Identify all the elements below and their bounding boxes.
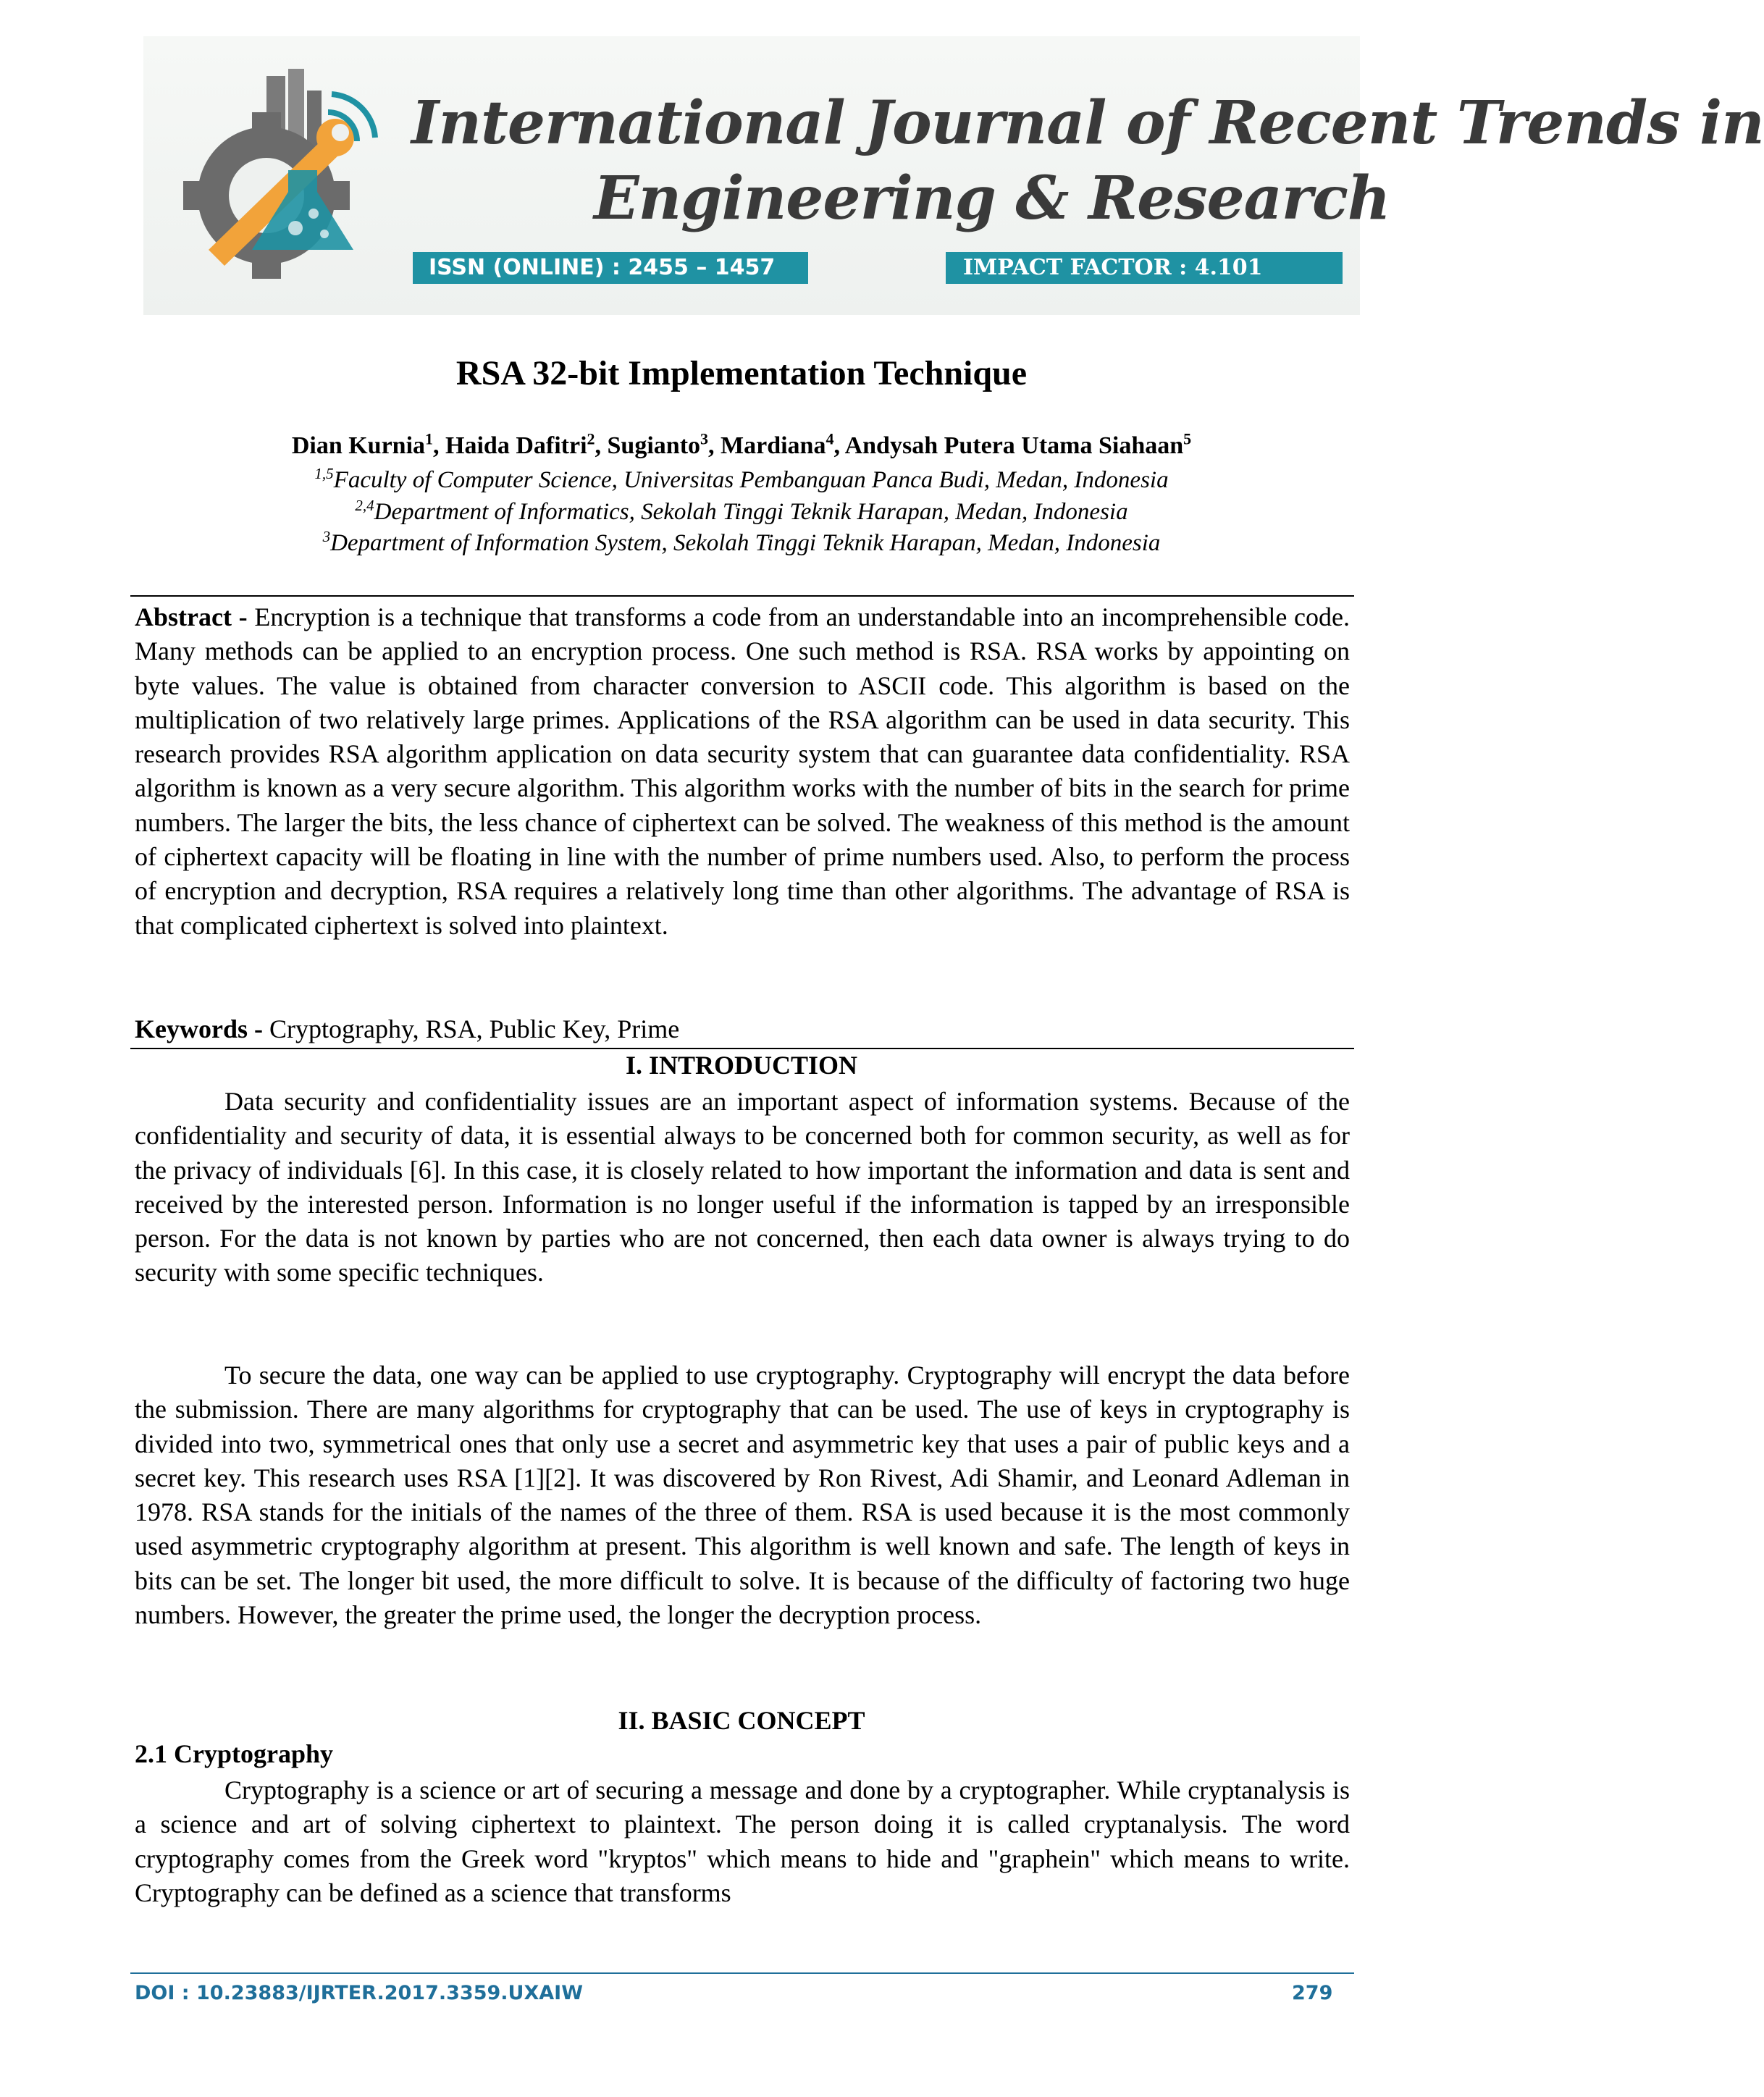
section-heading-introduction: I. INTRODUCTION: [625, 1051, 858, 1080]
affiliation-2: $^{2,4}$Department of Informatics, Sekolah Tinggi Teknik Harapan, Medan, Indonesia: [355, 497, 1128, 525]
divider: [130, 1048, 1354, 1049]
journal-banner: [143, 36, 1764, 315]
section-heading-basic-concept: II. BASIC CONCEPT: [618, 1706, 865, 1735]
affiliation-3: $^3$Department of Information System, Sekolah Tinggi Teknik Harapan, Medan, Indonesia: [322, 528, 1161, 556]
footer-doi: DOI : 10.23883/IJRTER.2017.3359.UXAIW: [135, 1982, 583, 2004]
journal-logo-icon: [180, 69, 397, 286]
journal-name-line2: Engineering & Research: [594, 164, 1390, 233]
abstract-text: Encryption is a technique that transforms a code from an understandable into an incomprehensible code. Many methods can be applied to an encryption process. One such method is RSA. RSA works by appointing on byte values. The value is obtained from character conversion to ASCII code. This algorithm is based on the multiplication of two relatively large primes. Applications of the RSA algorithm can be used in data security. This research provides RSA algorithm application on data security system that can guarantee data confidentiality. RSA algorithm is known as a very secure algorithm. This algorithm works with the number of bits in the search for prime numbers. The larger the bits, the less chance of ciphertext can be solved. The weakness of this method is the amount of ciphertext capacity will be floating in line with the number of prime numbers used. Also, to perform the process of encryption and decryption, RSA requires a relatively long time than other algorithms. The advantage of RSA is that complicated ciphertext is solved into plaintext.: [135, 602, 1350, 940]
abstract-label: Abstract -: [135, 602, 248, 631]
subsection-heading-cryptography: 2.1 Cryptography: [135, 1739, 334, 1768]
impact-factor-label: IMPACT FACTOR : 4.101: [946, 252, 1343, 284]
keywords: [135, 1012, 1350, 1046]
journal-name-line1: International Journal of Recent Trends in: [411, 88, 1764, 158]
footer-divider: [130, 1972, 1354, 1974]
abstract: [135, 600, 1350, 943]
author: Haida Dafitri$^2$,: [445, 430, 608, 460]
author: Sugianto$^3$,: [607, 430, 721, 460]
keywords-label: Keywords -: [135, 1014, 263, 1043]
author: Andysah Putera Utama Siahaan$^5$: [844, 430, 1192, 460]
keywords-text: Cryptography, RSA, Public Key, Prime: [262, 1014, 680, 1043]
intro-paragraph-2: To secure the data, one way can be applied to use cryptography. Cryptography will encrypt the data before the submission. There are many algorithms for cryptography that can be used. The use of keys in cryptography is divided into two, symmetrical ones that only use a secret and asymmetric key that uses a pair of public keys and a secret key. This research uses RSA [1][2]. It was discovered by Ron Rivest, Adi Shamir, and Leonard Adleman in 1978. RSA stands for the initials of the names of the three of them. RSA is used because it is the most commonly used asymmetric cryptography algorithm at present. This algorithm is well known and safe. The length of keys in bits can be set. The longer bit used, the more difficult to solve. It is because of the difficulty of factoring two huge numbers. However, the greater the prime used, the longer the decryption process.: [135, 1361, 1350, 1630]
author-list: [0, 430, 1483, 460]
cryptography-paragraph: Cryptography is a science or art of securing a message and done by a cryptographer. While cryptanalysis is a science and art of solving ciphertext to plaintext. The person doing it is called cryptanalysis. The word cryptography comes from the Greek word "kryptos" which means to hide and "graphein" which means to write. Cryptography can be defined as a science that transforms: [135, 1775, 1350, 1907]
affiliation-1: $^{1,5}$Faculty of Computer Science, Universitas Pembanguan Panca Budi, Medan, Indonesia: [314, 465, 1169, 493]
paper-title: RSA 32-bit Implementation Technique: [455, 354, 1028, 392]
issn-label: ISSN (ONLINE) : 2455 – 1457: [413, 252, 808, 284]
author: Dian Kurnia$^1$,: [291, 430, 446, 460]
divider: [130, 595, 1354, 597]
intro-paragraph-1: Data security and confidentiality issues are an important aspect of information systems. Because of the confidentiality and security of data, it is essential always to be concerned both for common security, as well as for the privacy of individuals [6]. In this case, it is closely related to how important the information and data is sent and received by the interested person. Information is no longer useful if the information is tapped by an irresponsible person. For the data is not known by parties who are not concerned, then each data owner is always trying to do security with some specific techniques.: [135, 1087, 1350, 1287]
page-number: 279: [1292, 1982, 1333, 2004]
author: Mardiana$^4$,: [721, 430, 845, 460]
